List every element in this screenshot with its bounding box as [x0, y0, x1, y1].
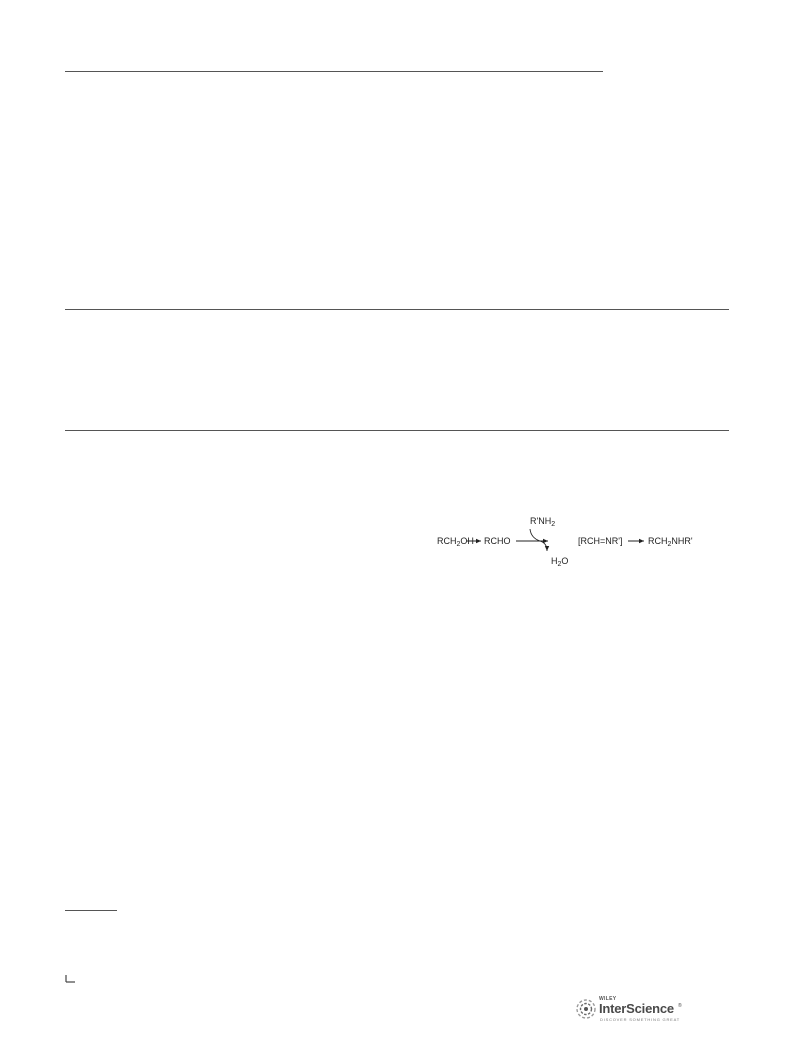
imine-intermediate: [RCH=NR']	[578, 536, 623, 546]
swirl-icon	[575, 998, 597, 1020]
logo-brand: InterScience	[599, 1001, 674, 1016]
logo-publisher: WILEY	[599, 996, 617, 1002]
amine-product: $RCH_2NHR'$	[648, 536, 693, 548]
arrow-water-out	[540, 541, 547, 551]
section-rule-upper	[65, 309, 729, 310]
logo-tagline: DISCOVER SOMETHING GREAT	[600, 1017, 681, 1022]
water-byproduct: $H_2O$	[551, 556, 569, 568]
header-rule	[65, 71, 603, 72]
alcohol-formula: $RCH_2OH$	[437, 536, 474, 548]
corner-mark-icon	[65, 975, 75, 983]
arrow-amine-in	[530, 529, 540, 541]
footnote-rule	[65, 910, 117, 911]
wiley-interscience-logo	[575, 996, 685, 1026]
reaction-scheme	[430, 510, 730, 570]
amine-reagent: $R'NH_2$	[530, 516, 556, 528]
section-rule-lower	[65, 430, 729, 431]
logo-registered-mark: ®	[678, 1003, 682, 1009]
aldehyde-formula: RCHO	[484, 536, 511, 546]
